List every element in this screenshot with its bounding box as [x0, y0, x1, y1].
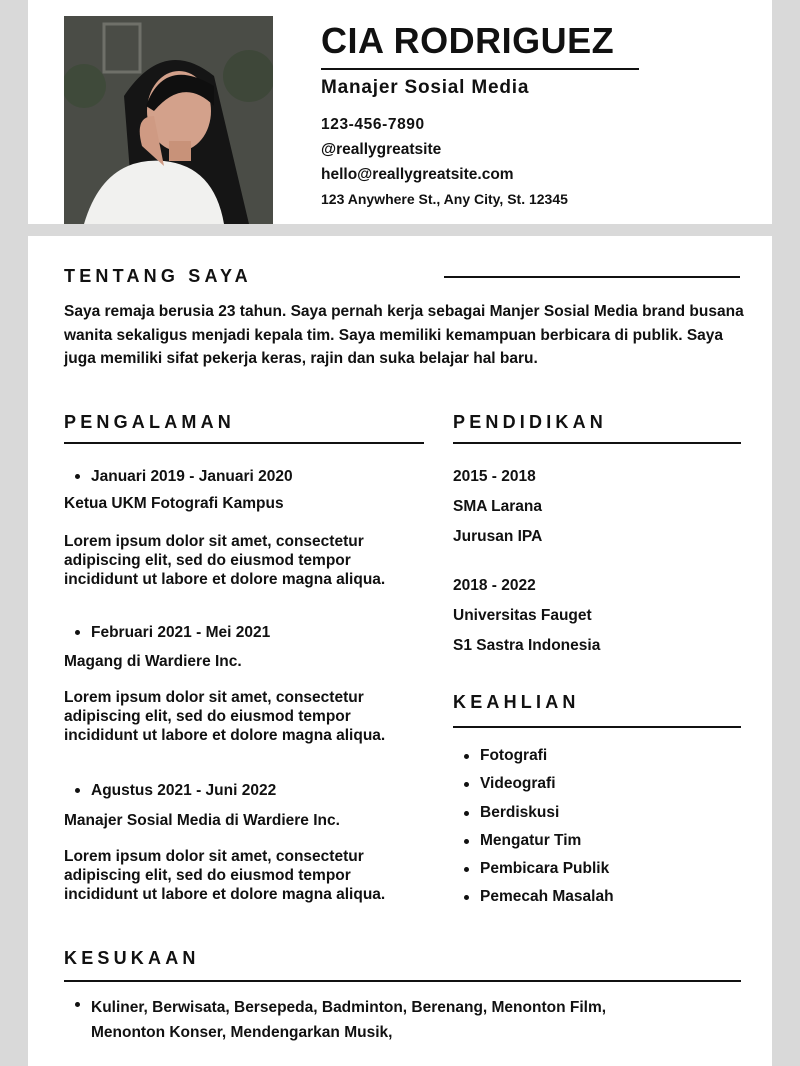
education-title: PENDIDIKAN: [453, 412, 608, 432]
phone-number: 123-456-7890: [321, 116, 425, 133]
education-school: Universitas Fauget: [453, 607, 592, 624]
about-divider: [444, 276, 740, 278]
name-divider: [321, 68, 639, 70]
experience-item: [64, 782, 424, 904]
hobbies-divider: [64, 980, 741, 982]
skills-list: [453, 747, 614, 917]
portrait-illustration: [64, 16, 273, 224]
education-period: 2015 - 2018: [453, 468, 536, 485]
experience-period: Agustus 2021 - Juni 2022: [64, 782, 424, 800]
education-major: Jurusan IPA: [453, 528, 543, 545]
experience-description: Lorem ipsum dolor sit amet, consectetur adipiscing elit, sed do eiusmod tempor incididunt ut labore et dolore magna aliqua.: [64, 689, 386, 744]
education-school: SMA Larana: [453, 498, 543, 515]
about-title: TENTANG SAYA: [64, 266, 252, 286]
experience-period: Februari 2021 - Mei 2021: [64, 624, 424, 642]
skill-item: Pemecah Masalah: [453, 888, 614, 916]
education-major: S1 Sastra Indonesia: [453, 637, 601, 654]
experience-title: PENGALAMAN: [64, 412, 235, 432]
full-name: CIA RODRIGUEZ: [321, 20, 615, 61]
skills-title: KEAHLIAN: [453, 692, 580, 712]
experience-description: Lorem ipsum dolor sit amet, consectetur adipiscing elit, sed do eiusmod tempor incididunt ut labore et dolore magna aliqua.: [64, 533, 386, 588]
experience-role: Ketua UKM Fotografi Kampus: [64, 495, 284, 512]
profile-photo: [64, 16, 273, 224]
email-address: hello@reallygreatsite.com: [321, 166, 514, 183]
experience-item: [64, 468, 424, 589]
about-text: Saya remaja berusia 23 tahun. Saya pernah kerja sebagai Manjer Sosial Media brand busana wanita sekaligus menjadi kepala tim. Saya memiliki kemampuan berbicara di publik. Saya juga memiliki sifat pekerja keras, rajin dan suka belajar hal baru.: [64, 303, 744, 367]
experience-role: Manajer Sosial Media di Wardiere Inc.: [64, 812, 340, 829]
social-handle: @reallygreatsite: [321, 141, 442, 158]
job-title: Manajer Sosial Media: [321, 77, 530, 98]
street-address: 123 Anywhere St., Any City, St. 12345: [321, 191, 568, 207]
header-card: [28, 0, 772, 224]
skill-item: Fotografi: [453, 747, 614, 775]
hobbies-item: Kuliner, Berwisata, Bersepeda, Badminton, Berenang, Menonton Film, Menonton Konser, Mendengarkan Musik,: [64, 995, 664, 1045]
education-divider: [453, 442, 741, 444]
experience-period: Januari 2019 - Januari 2020: [64, 468, 424, 486]
skill-item: Mengatur Tim: [453, 832, 614, 860]
hobbies-title: KESUKAAN: [64, 948, 200, 968]
skill-item: Pembicara Publik: [453, 860, 614, 888]
experience-item: [64, 624, 424, 745]
experience-divider: [64, 442, 424, 444]
hobbies-list: [64, 995, 664, 1045]
skills-divider: [453, 726, 741, 728]
experience-role: Magang di Wardiere Inc.: [64, 653, 242, 670]
experience-description: Lorem ipsum dolor sit amet, consectetur adipiscing elit, sed do eiusmod tempor incididunt ut labore et dolore magna aliqua.: [64, 848, 386, 903]
skill-item: Berdiskusi: [453, 804, 614, 832]
education-period: 2018 - 2022: [453, 577, 536, 594]
resume-body-card: [28, 236, 772, 1066]
skill-item: Videografi: [453, 775, 614, 803]
